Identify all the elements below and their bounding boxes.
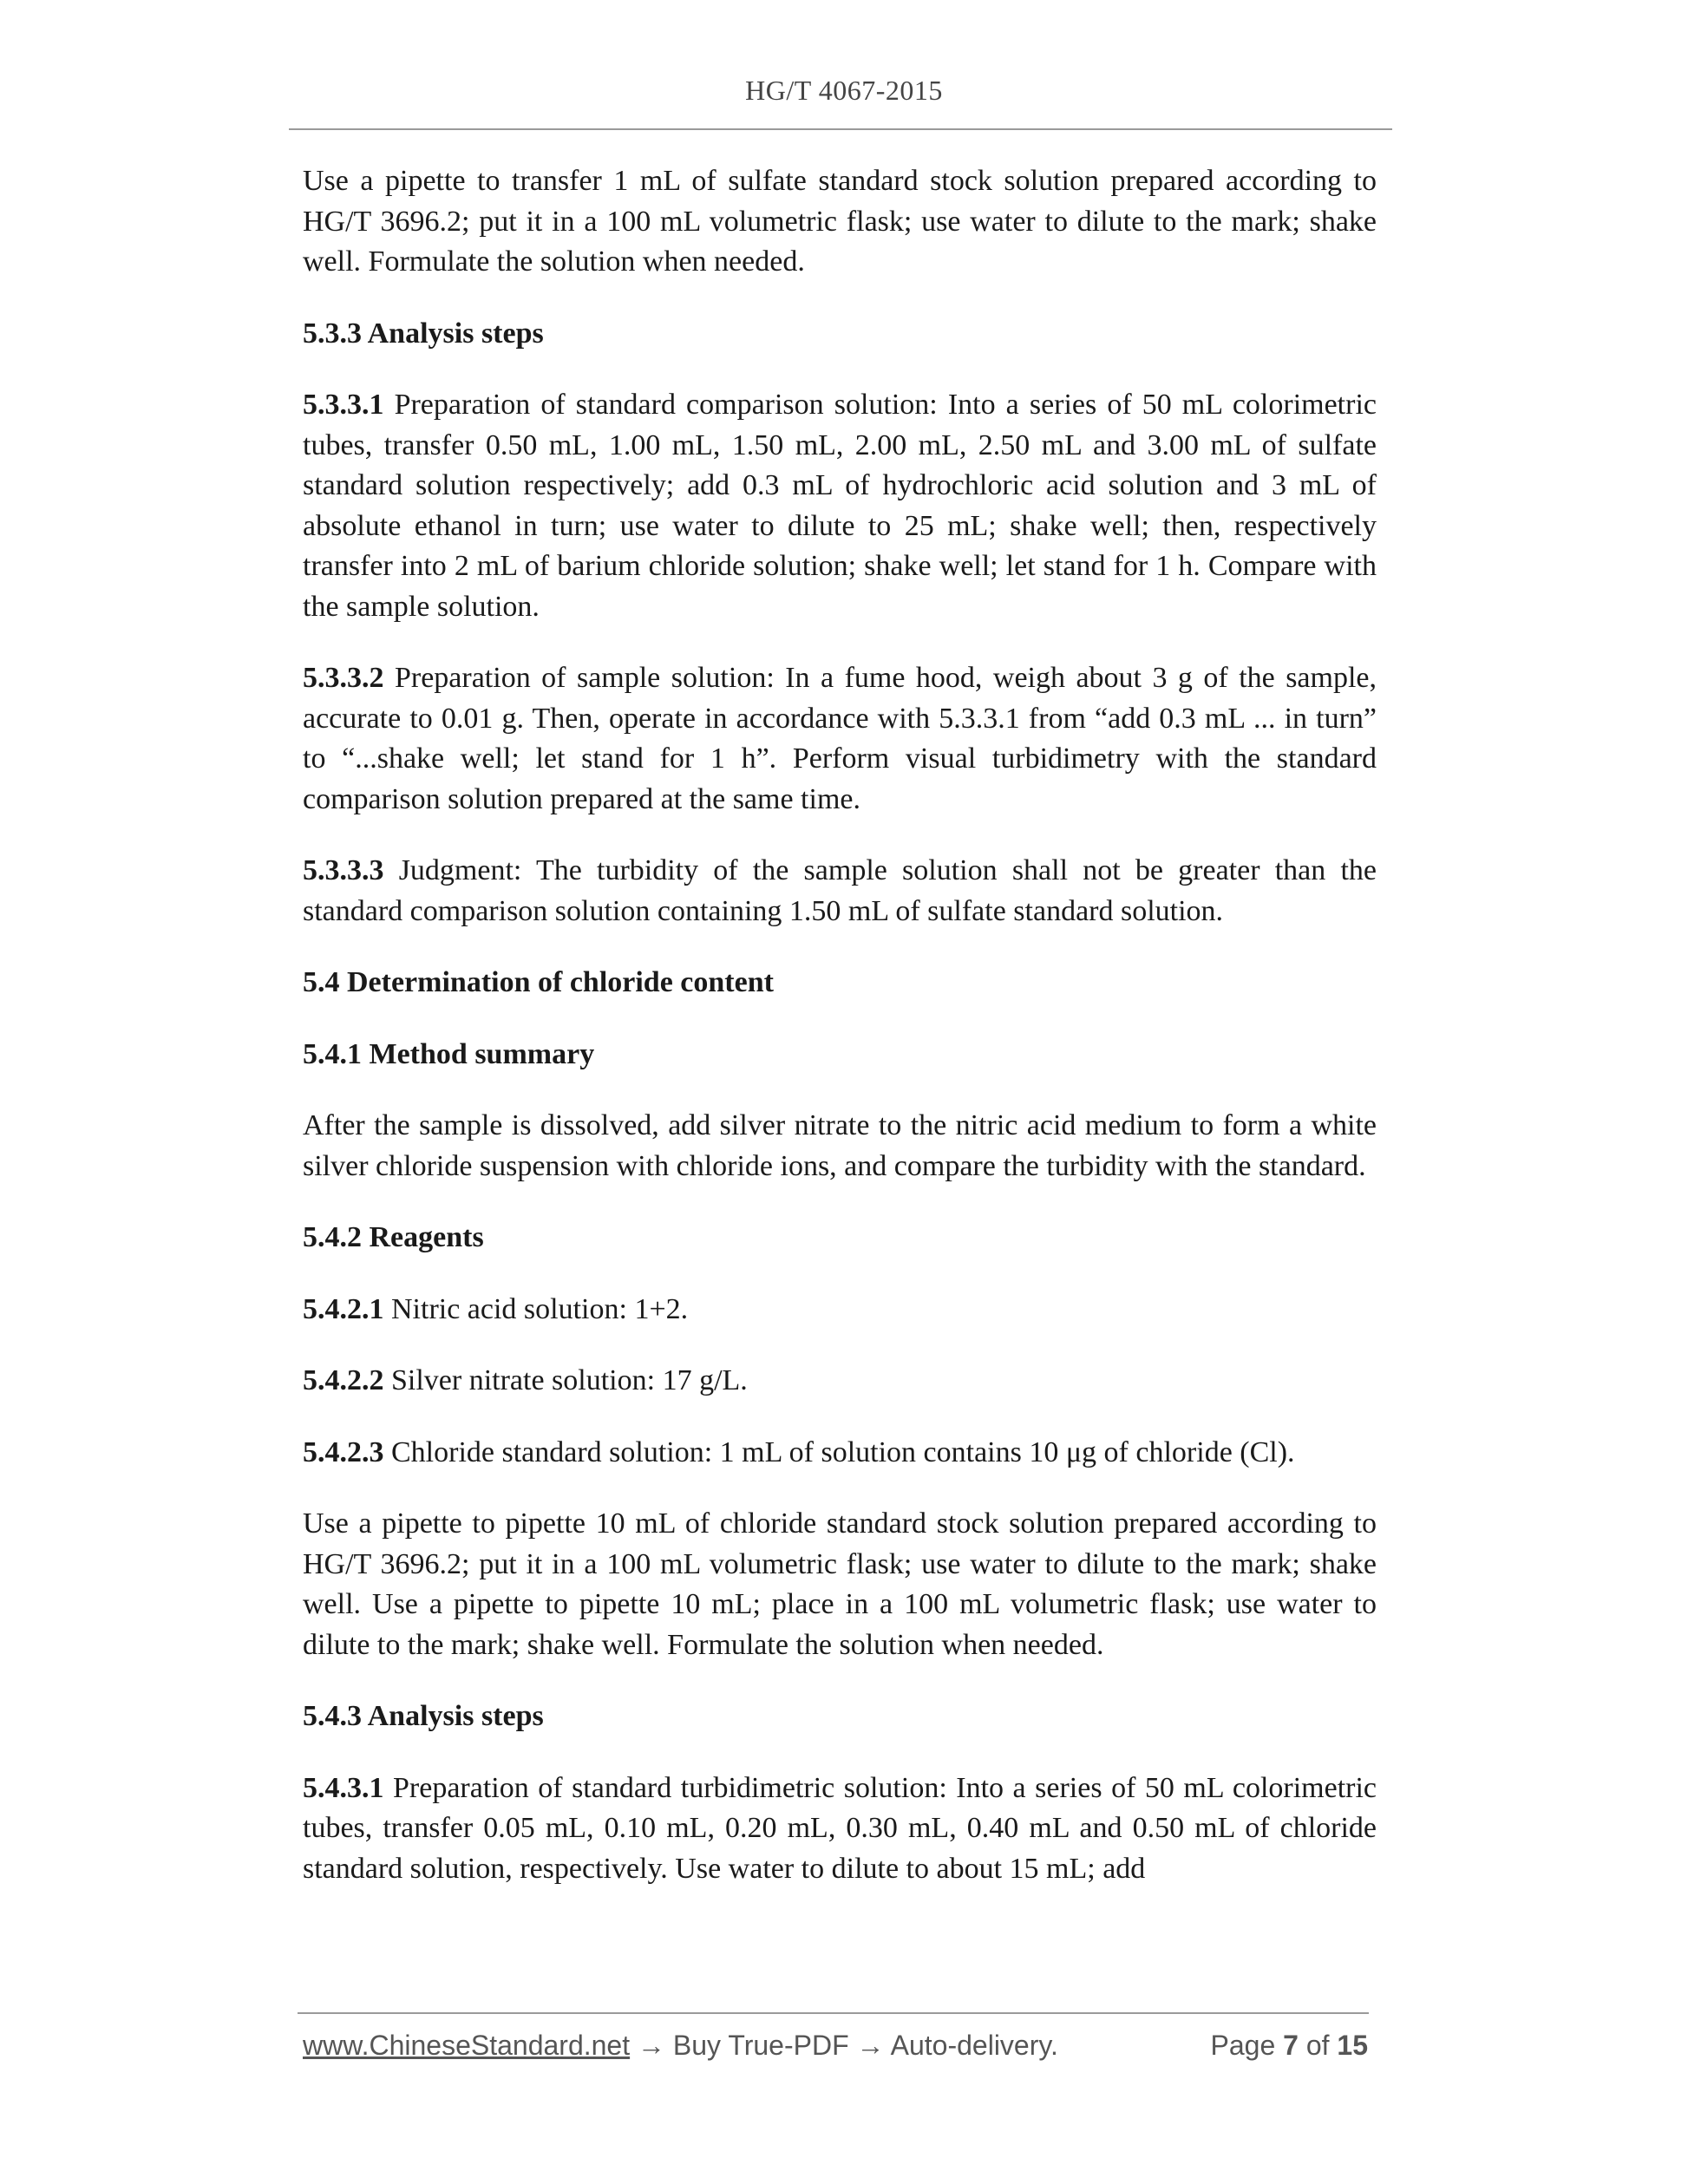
arrow-right-icon: → — [638, 2030, 665, 2061]
clause-5-4-2-3 — [303, 1433, 1377, 1474]
page-label: Page — [1210, 2030, 1276, 2061]
paragraph-chloride-standard-prep: Use a pipette to pipette 10 mL of chloride standard stock solution prepared according to HG/T 3696.2; put it in a 100 mL volumetric flask; use water to dilute to the mark; shake well. Use a pipette to pipette 10 mL; place in a 100 mL volumetric flask; use water to dilute to the mark; shake well. Formulate the solution when needed. — [303, 1507, 1377, 1661]
clause-5-3-3-2 — [303, 658, 1377, 820]
clause-text: Preparation of standard comparison solution: Into a series of 50 mL colorimetric tubes, transfer 0.50 mL, 1.00 mL, 1.50 mL, 2.00 mL, 2.50 mL and 3.00 mL of sulfate standard solution respectively; add 0.3 mL of hydrochloric acid solution and 3 mL of absolute ethanol in turn; use water to dilute to 25 mL; shake well; then, respectively transfer into 2 mL of barium chloride solution; shake well; let stand for 1 h. Compare with the sample solution. — [303, 389, 1377, 623]
page-header-title: HG/T 4067-2015 — [745, 75, 943, 106]
clause-number: 5.3.3.1 — [303, 389, 384, 421]
arrow-right-icon: → — [856, 2030, 885, 2061]
heading-5-4: 5.4 Determination of chloride content — [303, 966, 774, 998]
clause-number: 5.4.2.3 — [303, 1435, 384, 1468]
clause-number: 5.3.3.3 — [303, 854, 384, 886]
footer-promo — [303, 2026, 1058, 2064]
heading-5-4-3: 5.4.3 Analysis steps — [303, 1700, 544, 1732]
heading-5-4-1: 5.4.1 Method summary — [303, 1037, 595, 1070]
clause-text: Chloride standard solution: 1 mL of solution contains 10 μg of chloride (Cl). — [391, 1435, 1295, 1468]
page-total: 15 — [1337, 2030, 1368, 2061]
clause-text: Silver nitrate solution: 17 g/L. — [391, 1364, 748, 1396]
clause-5-4-2-1 — [303, 1290, 1377, 1331]
auto-delivery-text: Auto-delivery. — [890, 2030, 1058, 2061]
document-body — [303, 161, 1377, 1920]
heading-5-3-3: 5.3.3 Analysis steps — [303, 317, 544, 350]
paragraph-method-summary: After the sample is dissolved, add silver nitrate to the nitric acid medium to form a white silver chloride suspension with chloride ions, and compare the turbidity with the standard. — [303, 1109, 1377, 1182]
clause-number: 5.3.3.2 — [303, 662, 384, 694]
paragraph-sulfate-standard-prep: Use a pipette to transfer 1 mL of sulfate standard stock solution prepared according to HG/T 3696.2; put it in a 100 mL volumetric flask; use water to dilute to the mark; shake well. Formulate the solution when needed. — [303, 165, 1377, 278]
clause-text: Preparation of sample solution: In a fume hood, weigh about 3 g of the sample, accurate to 0.01 g. Then, operate in accordance with 5.3.3.1 from “add 0.3 mL ... in turn” to “...shake well; let stand for 1 h”. Perform visual turbidimetry with the standard comparison solution prepared at the same time. — [303, 662, 1377, 815]
heading-5-4-2: 5.4.2 Reagents — [303, 1221, 484, 1253]
clause-number: 5.4.2.2 — [303, 1364, 384, 1396]
page-current: 7 — [1283, 2030, 1299, 2061]
clause-5-3-3-1 — [303, 385, 1377, 627]
clause-5-4-2-2 — [303, 1361, 1377, 1402]
page-number — [1211, 2026, 1368, 2064]
header-divider — [289, 128, 1392, 130]
clause-5-3-3-3 — [303, 851, 1377, 932]
clause-number: 5.4.3.1 — [303, 1771, 384, 1804]
footer-divider — [298, 2012, 1369, 2014]
clause-5-4-3-1 — [303, 1769, 1377, 1890]
chinesestandard-link[interactable]: www.ChineseStandard.net — [303, 2030, 631, 2061]
buy-true-pdf-text: Buy True-PDF — [672, 2030, 849, 2061]
clause-number: 5.4.2.1 — [303, 1292, 384, 1325]
page-of: of — [1305, 2030, 1330, 2061]
clause-text: Preparation of standard turbidimetric solution: Into a series of 50 mL colorimetric tubes, transfer 0.05 mL, 0.10 mL, 0.20 mL, 0.30 mL, 0.40 mL and 0.50 mL of chloride standard solution, respectively. Use water to dilute to about 15 mL; add — [303, 1771, 1377, 1885]
clause-text: Judgment: The turbidity of the sample solution shall not be greater than the standard comparison solution containing 1.50 mL of sulfate standard solution. — [303, 854, 1377, 927]
clause-text: Nitric acid solution: 1+2. — [391, 1292, 689, 1325]
